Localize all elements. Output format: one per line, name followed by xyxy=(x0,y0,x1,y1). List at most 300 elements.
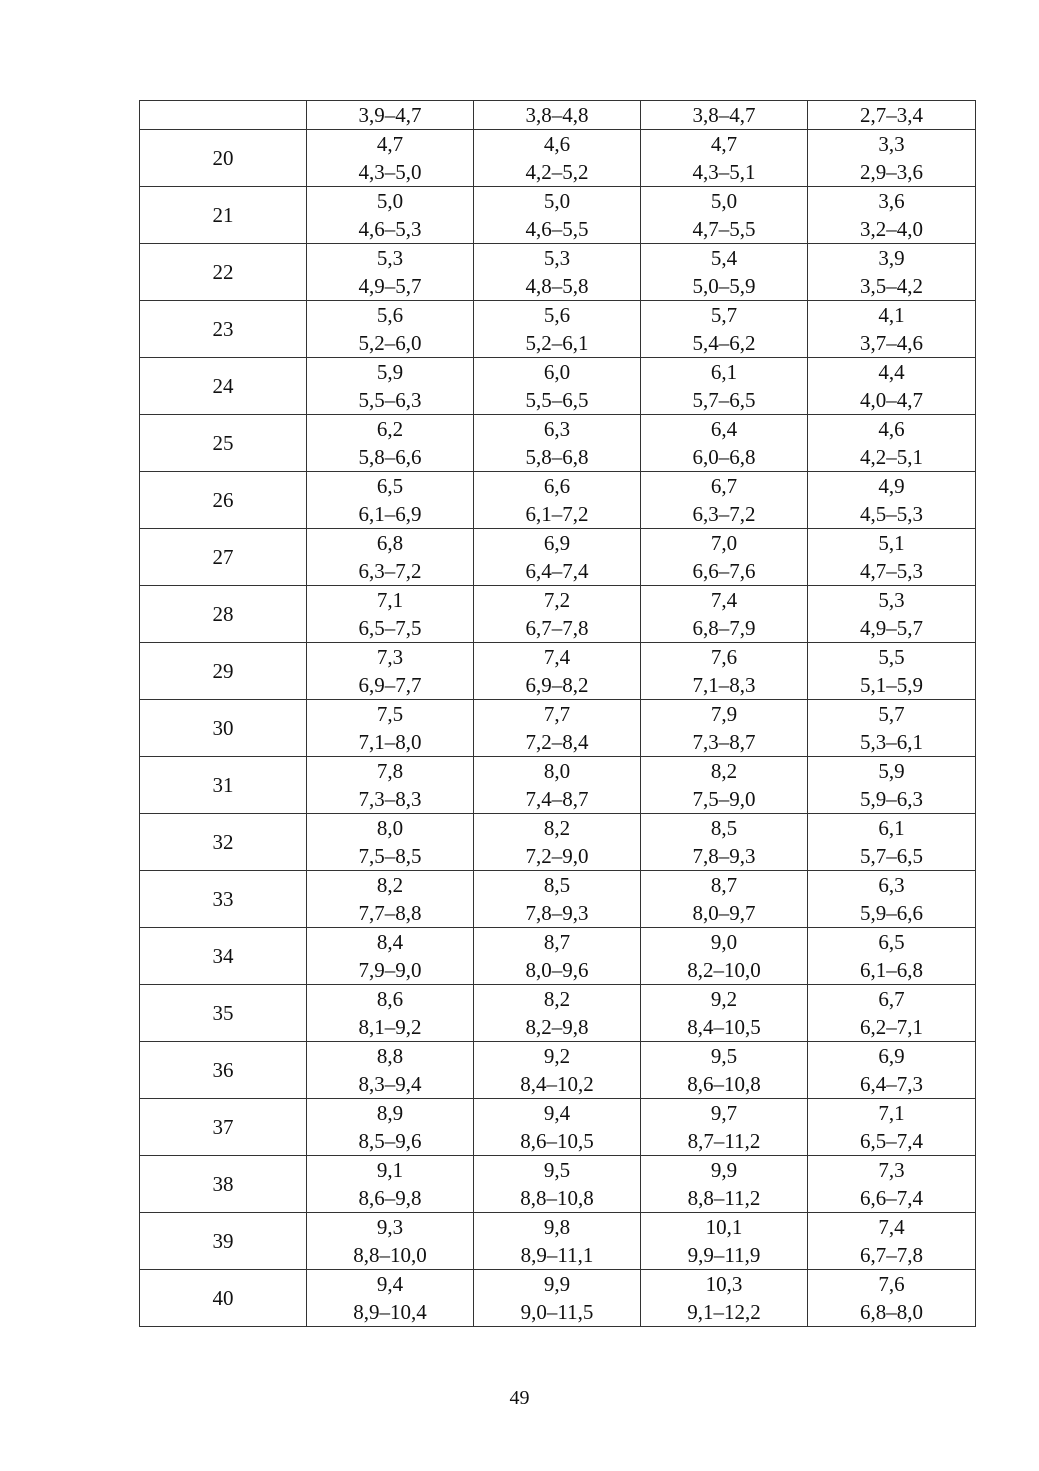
cell-range: 7,1–8,3 xyxy=(692,673,756,697)
cell-value: 7,6 xyxy=(878,1272,905,1296)
row-label: 25 xyxy=(140,415,307,472)
row-label: 22 xyxy=(140,244,307,301)
cell-range: 9,0–11,5 xyxy=(520,1300,594,1324)
table-row xyxy=(140,1270,976,1327)
table-row xyxy=(140,700,976,757)
table-cell xyxy=(808,529,976,586)
table-cell xyxy=(307,1270,474,1327)
cell-value: 6,9 xyxy=(543,531,571,555)
cell-range: 9,9–11,9 xyxy=(687,1243,761,1267)
row-label: 39 xyxy=(140,1213,307,1270)
cell-value: 6,2 xyxy=(376,417,404,441)
cell-range: 6,1–7,2 xyxy=(525,502,589,526)
cell-value: 6,7 xyxy=(878,987,905,1011)
table-cell xyxy=(808,187,976,244)
row-label: 27 xyxy=(140,529,307,586)
table-cell xyxy=(808,871,976,928)
cell-range: 7,2–9,0 xyxy=(525,844,589,868)
cell-value: 10,3 xyxy=(705,1272,743,1296)
row-label: 24 xyxy=(140,358,307,415)
row-label: 40 xyxy=(140,1270,307,1327)
cell-range: 8,9–10,4 xyxy=(353,1300,427,1324)
cell-range: 5,3–6,1 xyxy=(860,730,923,754)
table-cell xyxy=(474,1270,641,1327)
cell-value: 6,0 xyxy=(543,360,571,384)
cell-range: 8,1–9,2 xyxy=(358,1015,422,1039)
cell-value: 4,9 xyxy=(878,474,905,498)
table-cell xyxy=(808,472,976,529)
cell-range: 6,0–6,8 xyxy=(692,445,756,469)
cell-value: 8,7 xyxy=(543,930,571,954)
cell-range: 8,2–9,8 xyxy=(525,1015,589,1039)
table-cell xyxy=(641,130,808,187)
table-cell xyxy=(307,985,474,1042)
table-cell xyxy=(808,700,976,757)
row-label: 28 xyxy=(140,586,307,643)
cell-range: 6,5–7,4 xyxy=(860,1129,923,1153)
cell-value: 6,1 xyxy=(878,816,905,840)
table-cell xyxy=(474,928,641,985)
data-table xyxy=(139,100,976,1327)
cell-value: 5,0 xyxy=(543,189,571,213)
cell-value: 5,3 xyxy=(543,246,571,270)
cell-range: 4,2–5,1 xyxy=(860,445,923,469)
cell-range: 6,3–7,2 xyxy=(358,559,422,583)
cell-range: 8,8–10,0 xyxy=(353,1243,427,1267)
cell-value: 6,6 xyxy=(543,474,571,498)
cell-range: 3,5–4,2 xyxy=(860,274,923,298)
cell-range: 8,0–9,7 xyxy=(692,901,756,925)
cell-range: 5,5–6,3 xyxy=(358,388,422,412)
table-cell xyxy=(474,700,641,757)
table-row xyxy=(140,814,976,871)
cell-range: 7,1–8,0 xyxy=(358,730,422,754)
cell-range: 5,1–5,9 xyxy=(860,673,923,697)
cell-range: 7,8–9,3 xyxy=(525,901,589,925)
cell-value: 9,8 xyxy=(543,1215,571,1239)
cell-range: 8,8–11,2 xyxy=(687,1186,761,1210)
table-row xyxy=(140,757,976,814)
cell-range: 5,9–6,6 xyxy=(860,901,923,925)
cell-range: 5,7–6,5 xyxy=(692,388,756,412)
table-cell xyxy=(808,244,976,301)
table-cell xyxy=(307,814,474,871)
cell-range: 7,3–8,7 xyxy=(692,730,756,754)
table-cell xyxy=(307,1042,474,1099)
cell-range: 4,9–5,7 xyxy=(358,274,422,298)
cell-value: 5,5 xyxy=(878,645,905,669)
table-cell xyxy=(307,1099,474,1156)
table-cell xyxy=(808,814,976,871)
cell-value: 5,1 xyxy=(878,531,905,555)
cell-value: 7,5 xyxy=(376,702,404,726)
table-cell xyxy=(808,586,976,643)
cell-range: 6,9–8,2 xyxy=(525,673,589,697)
cell-range: 8,5–9,6 xyxy=(358,1129,422,1153)
cell-range: 6,2–7,1 xyxy=(860,1015,923,1039)
cell-value: 3,6 xyxy=(878,189,905,213)
cell-value: 8,2 xyxy=(543,816,571,840)
row-label: 36 xyxy=(140,1042,307,1099)
cell-value: 6,9 xyxy=(878,1044,905,1068)
row-label: 23 xyxy=(140,301,307,358)
cell-value: 9,2 xyxy=(710,987,738,1011)
cell-value: 5,7 xyxy=(710,303,738,327)
continuation-cell: 2,7–3,4 xyxy=(808,101,976,130)
table-row xyxy=(140,928,976,985)
cell-value: 9,2 xyxy=(543,1044,571,1068)
cell-range: 8,6–9,8 xyxy=(358,1186,422,1210)
cell-value: 9,5 xyxy=(710,1044,738,1068)
cell-value: 5,3 xyxy=(878,588,905,612)
table-cell xyxy=(641,985,808,1042)
cell-range: 4,0–4,7 xyxy=(860,388,923,412)
table-cell xyxy=(474,244,641,301)
table-cell xyxy=(808,1042,976,1099)
cell-value: 9,3 xyxy=(376,1215,404,1239)
cell-value: 8,9 xyxy=(376,1101,404,1125)
cell-value: 8,6 xyxy=(376,987,404,1011)
table-cell xyxy=(307,586,474,643)
table-row xyxy=(140,130,976,187)
table-row xyxy=(140,301,976,358)
cell-value: 5,9 xyxy=(376,360,404,384)
table-cell xyxy=(641,871,808,928)
table-cell xyxy=(307,529,474,586)
table-cell xyxy=(641,1156,808,1213)
cell-range: 5,4–6,2 xyxy=(692,331,756,355)
table-cell xyxy=(307,1213,474,1270)
continuation-cell-label xyxy=(140,101,307,130)
row-label: 31 xyxy=(140,757,307,814)
table-row xyxy=(140,586,976,643)
cell-range: 7,4–8,7 xyxy=(525,787,589,811)
table-cell xyxy=(307,187,474,244)
table-cell xyxy=(641,700,808,757)
cell-range: 4,3–5,0 xyxy=(358,160,422,184)
row-label: 32 xyxy=(140,814,307,871)
cell-value: 8,5 xyxy=(710,816,738,840)
cell-value: 8,0 xyxy=(376,816,404,840)
row-label: 20 xyxy=(140,130,307,187)
table-cell xyxy=(307,130,474,187)
cell-value: 9,7 xyxy=(710,1101,738,1125)
cell-value: 5,4 xyxy=(710,246,738,270)
table-cell xyxy=(474,1099,641,1156)
table-cell xyxy=(474,529,641,586)
cell-range: 4,8–5,8 xyxy=(525,274,589,298)
cell-value: 6,3 xyxy=(878,873,905,897)
cell-range: 5,0–5,9 xyxy=(692,274,756,298)
cell-value: 6,1 xyxy=(710,360,738,384)
continuation-cell: 3,8–4,8 xyxy=(474,101,641,130)
table-cell xyxy=(641,472,808,529)
cell-range: 6,8–7,9 xyxy=(692,616,756,640)
table-row xyxy=(140,472,976,529)
cell-range: 6,3–7,2 xyxy=(692,502,756,526)
table-cell xyxy=(474,814,641,871)
cell-range: 8,3–9,4 xyxy=(358,1072,422,1096)
table-cell xyxy=(808,1156,976,1213)
table-cell xyxy=(307,643,474,700)
table-cell xyxy=(307,700,474,757)
table-cell xyxy=(641,1270,808,1327)
cell-range: 6,7–7,8 xyxy=(525,616,589,640)
table-row xyxy=(140,187,976,244)
cell-value: 3,3 xyxy=(878,132,905,156)
cell-range: 4,5–5,3 xyxy=(860,502,923,526)
cell-value: 4,6 xyxy=(878,417,905,441)
cell-value: 7,9 xyxy=(710,702,738,726)
cell-range: 2,9–3,6 xyxy=(860,160,923,184)
table-cell xyxy=(641,415,808,472)
cell-value: 3,9 xyxy=(878,246,905,270)
cell-range: 7,7–8,8 xyxy=(358,901,422,925)
cell-range: 5,8–6,8 xyxy=(525,445,589,469)
table-cell xyxy=(808,1213,976,1270)
cell-range: 8,9–11,1 xyxy=(520,1243,594,1267)
table-row xyxy=(140,244,976,301)
cell-value: 7,6 xyxy=(710,645,738,669)
table-cell xyxy=(641,301,808,358)
table-row xyxy=(140,1213,976,1270)
cell-value: 9,1 xyxy=(376,1158,404,1182)
row-label: 38 xyxy=(140,1156,307,1213)
row-label: 34 xyxy=(140,928,307,985)
row-label: 35 xyxy=(140,985,307,1042)
table-cell xyxy=(641,187,808,244)
row-label: 30 xyxy=(140,700,307,757)
cell-range: 8,4–10,5 xyxy=(687,1015,761,1039)
cell-range: 6,1–6,8 xyxy=(860,958,923,982)
cell-range: 8,8–10,8 xyxy=(520,1186,594,1210)
cell-value: 9,9 xyxy=(710,1158,738,1182)
table-cell xyxy=(808,1270,976,1327)
cell-range: 7,9–9,0 xyxy=(358,958,422,982)
cell-range: 8,0–9,6 xyxy=(525,958,589,982)
cell-range: 6,7–7,8 xyxy=(860,1243,923,1267)
cell-range: 7,8–9,3 xyxy=(692,844,756,868)
cell-value: 7,4 xyxy=(878,1215,905,1239)
table-cell xyxy=(474,472,641,529)
cell-value: 10,1 xyxy=(705,1215,743,1239)
cell-value: 9,9 xyxy=(543,1272,571,1296)
table-cell xyxy=(474,757,641,814)
cell-range: 7,3–8,3 xyxy=(358,787,422,811)
table-cell xyxy=(474,985,641,1042)
table-row xyxy=(140,358,976,415)
table-row xyxy=(140,1099,976,1156)
table-cell xyxy=(641,1099,808,1156)
cell-range: 8,7–11,2 xyxy=(687,1129,761,1153)
cell-range: 6,9–7,7 xyxy=(358,673,422,697)
cell-value: 7,3 xyxy=(376,645,404,669)
cell-value: 6,4 xyxy=(710,417,738,441)
cell-range: 8,6–10,8 xyxy=(687,1072,761,1096)
cell-range: 5,5–6,5 xyxy=(525,388,589,412)
cell-value: 6,5 xyxy=(878,930,905,954)
cell-range: 7,2–8,4 xyxy=(525,730,589,754)
table-cell xyxy=(641,244,808,301)
table-row xyxy=(140,871,976,928)
table-cell xyxy=(808,985,976,1042)
row-label: 21 xyxy=(140,187,307,244)
table-cell xyxy=(307,472,474,529)
cell-value: 7,7 xyxy=(543,702,571,726)
table-cell xyxy=(641,1213,808,1270)
table-cell xyxy=(474,643,641,700)
table-cell xyxy=(808,358,976,415)
cell-value: 4,7 xyxy=(376,132,404,156)
cell-range: 4,2–5,2 xyxy=(525,160,589,184)
cell-value: 7,8 xyxy=(376,759,404,783)
row-label: 37 xyxy=(140,1099,307,1156)
continuation-row xyxy=(140,101,976,130)
table-cell xyxy=(808,415,976,472)
table-cell xyxy=(307,871,474,928)
table-cell xyxy=(307,1156,474,1213)
cell-value: 8,2 xyxy=(543,987,571,1011)
cell-value: 8,2 xyxy=(710,759,738,783)
table-cell xyxy=(474,1042,641,1099)
table-cell xyxy=(474,358,641,415)
table-body xyxy=(140,101,976,1327)
cell-range: 3,2–4,0 xyxy=(860,217,923,241)
cell-value: 6,7 xyxy=(710,474,738,498)
table-cell xyxy=(307,301,474,358)
cell-value: 4,6 xyxy=(543,132,571,156)
cell-value: 7,4 xyxy=(710,588,738,612)
cell-value: 5,3 xyxy=(376,246,404,270)
table-cell xyxy=(307,928,474,985)
table-cell xyxy=(474,871,641,928)
cell-range: 4,7–5,5 xyxy=(692,217,756,241)
cell-value: 6,8 xyxy=(376,531,404,555)
table-row xyxy=(140,415,976,472)
cell-range: 5,2–6,1 xyxy=(525,331,589,355)
cell-range: 9,1–12,2 xyxy=(687,1300,761,1324)
table-row xyxy=(140,985,976,1042)
cell-value: 8,5 xyxy=(543,873,571,897)
table-cell xyxy=(474,1156,641,1213)
cell-value: 9,0 xyxy=(710,930,738,954)
table-row xyxy=(140,1156,976,1213)
cell-value: 7,4 xyxy=(543,645,571,669)
cell-range: 4,6–5,5 xyxy=(525,217,589,241)
cell-value: 9,5 xyxy=(543,1158,571,1182)
table-cell xyxy=(641,643,808,700)
table-cell xyxy=(641,1042,808,1099)
table-cell xyxy=(641,586,808,643)
cell-range: 6,6–7,6 xyxy=(692,559,756,583)
cell-range: 3,7–4,6 xyxy=(860,331,923,355)
cell-range: 5,2–6,0 xyxy=(358,331,422,355)
cell-value: 8,4 xyxy=(376,930,404,954)
cell-value: 5,0 xyxy=(710,189,738,213)
table-cell xyxy=(474,187,641,244)
table-cell xyxy=(474,130,641,187)
cell-value: 4,7 xyxy=(710,132,738,156)
cell-value: 7,1 xyxy=(376,588,404,612)
cell-value: 5,6 xyxy=(543,303,571,327)
table-cell xyxy=(307,244,474,301)
row-label: 26 xyxy=(140,472,307,529)
cell-range: 7,5–8,5 xyxy=(358,844,422,868)
cell-value: 7,1 xyxy=(878,1101,905,1125)
cell-value: 8,0 xyxy=(543,759,571,783)
table-cell xyxy=(808,130,976,187)
cell-value: 6,5 xyxy=(376,474,404,498)
cell-range: 5,7–6,5 xyxy=(860,844,923,868)
table-cell xyxy=(474,586,641,643)
cell-range: 4,7–5,3 xyxy=(860,559,923,583)
cell-range: 4,6–5,3 xyxy=(358,217,422,241)
cell-value: 8,7 xyxy=(710,873,738,897)
row-label: 29 xyxy=(140,643,307,700)
table-cell xyxy=(307,415,474,472)
cell-value: 4,1 xyxy=(878,303,905,327)
cell-value: 5,9 xyxy=(878,759,905,783)
cell-range: 4,3–5,1 xyxy=(692,160,756,184)
table-cell xyxy=(808,1099,976,1156)
table-row xyxy=(140,643,976,700)
table-row xyxy=(140,1042,976,1099)
cell-value: 5,0 xyxy=(376,189,404,213)
cell-value: 7,0 xyxy=(710,531,738,555)
cell-range: 5,9–6,3 xyxy=(860,787,923,811)
table-cell xyxy=(307,358,474,415)
table-cell xyxy=(808,757,976,814)
cell-range: 8,6–10,5 xyxy=(520,1129,594,1153)
table-row xyxy=(140,529,976,586)
table-cell xyxy=(641,358,808,415)
cell-range: 6,8–8,0 xyxy=(860,1300,923,1324)
cell-value: 7,2 xyxy=(543,588,571,612)
cell-value: 9,4 xyxy=(543,1101,571,1125)
page-number: 49 xyxy=(509,1387,530,1409)
cell-range: 6,1–6,9 xyxy=(358,502,422,526)
cell-range: 6,4–7,4 xyxy=(525,559,589,583)
table-cell xyxy=(641,814,808,871)
table-cell xyxy=(641,757,808,814)
table-cell xyxy=(474,415,641,472)
cell-range: 6,5–7,5 xyxy=(358,616,422,640)
table-cell xyxy=(307,757,474,814)
continuation-cell: 3,8–4,7 xyxy=(641,101,808,130)
cell-value: 5,7 xyxy=(878,702,905,726)
cell-range: 7,5–9,0 xyxy=(692,787,756,811)
cell-value: 6,3 xyxy=(543,417,571,441)
row-label: 33 xyxy=(140,871,307,928)
cell-range: 5,8–6,6 xyxy=(358,445,422,469)
cell-value: 8,8 xyxy=(376,1044,404,1068)
cell-range: 4,9–5,7 xyxy=(860,616,923,640)
table-cell xyxy=(474,1213,641,1270)
table-cell xyxy=(641,928,808,985)
table-cell xyxy=(808,643,976,700)
cell-value: 9,4 xyxy=(376,1272,404,1296)
cell-value: 7,3 xyxy=(878,1158,905,1182)
cell-value: 8,2 xyxy=(376,873,404,897)
table-cell xyxy=(641,529,808,586)
table-cell xyxy=(808,301,976,358)
cell-value: 5,6 xyxy=(376,303,404,327)
table-cell xyxy=(808,928,976,985)
cell-range: 6,4–7,3 xyxy=(860,1072,923,1096)
cell-value: 4,4 xyxy=(878,360,905,384)
continuation-cell: 3,9–4,7 xyxy=(307,101,474,130)
cell-range: 8,2–10,0 xyxy=(687,958,761,982)
